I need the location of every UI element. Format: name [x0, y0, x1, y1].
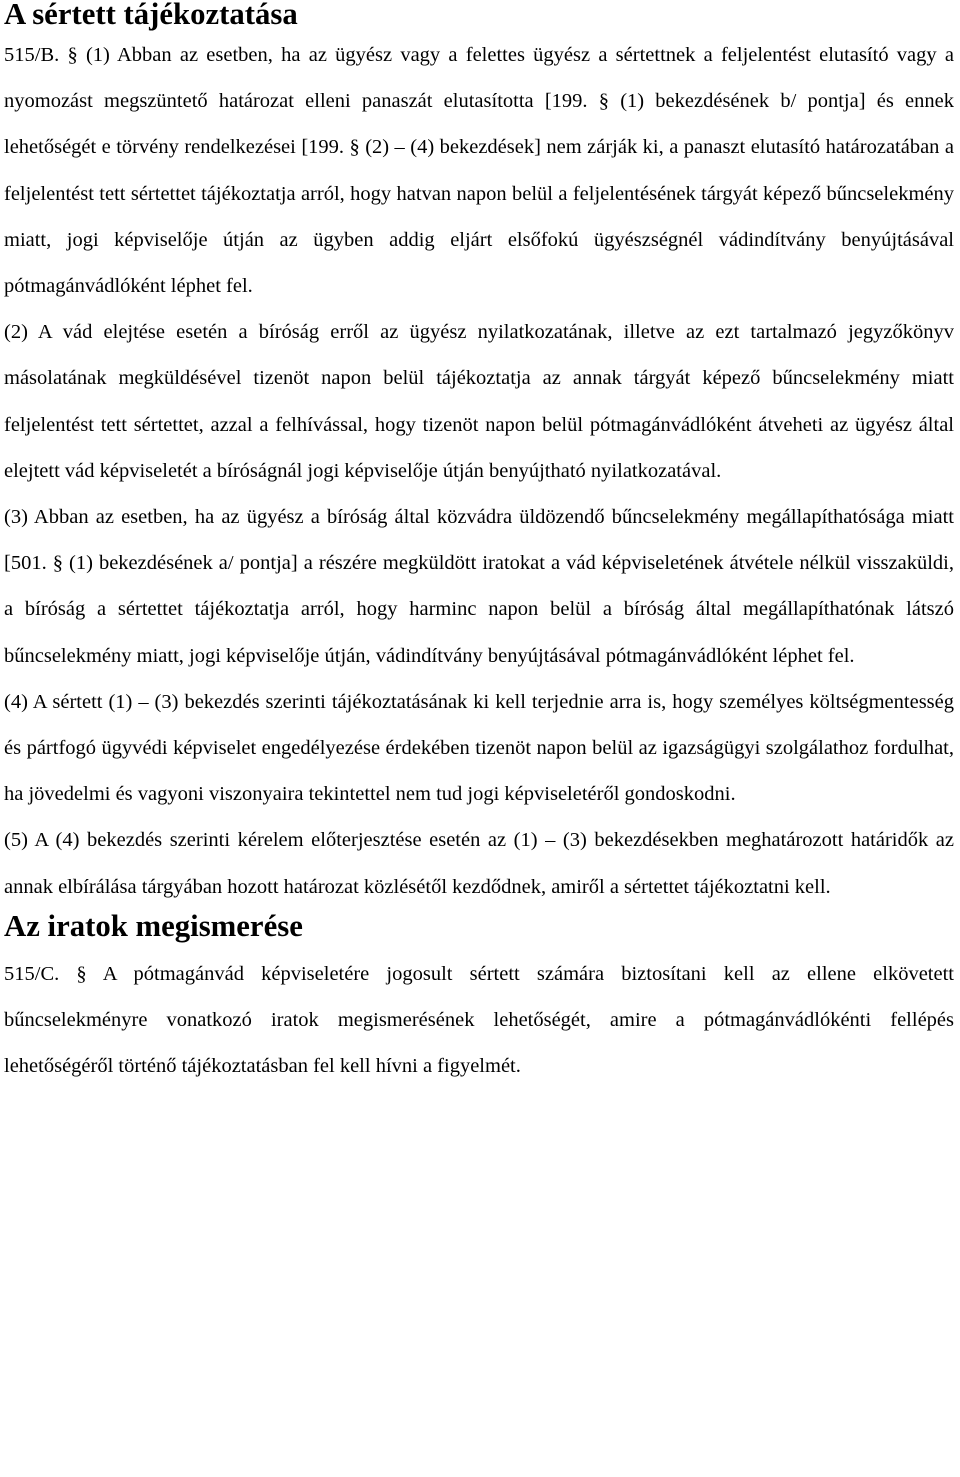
paragraph-515c: 515/C. § A pótmagánvád képviseletére jogosult sértett számára biztosítani kell az ellene elkövetett bűncselekményre vonatkozó iratok megismerésének lehetőségét, amire a pótmagánvádlókénti fellépés lehetőségéről történő tájékoztatásban fel kell hívni a figyelmét. [4, 962, 954, 1078]
section-heading-victim-notification: A sértett tájékoztatása [4, 0, 298, 31]
paragraph-515b-3: (3) Abban az esetben, ha az ügyész a bíróság által közvádra üldözendő bűncselekmény megállapíthatósága miatt [501. § (1) bekezdésének a/ pontja] a részére megküldött iratokat a vád képviseletének átvétele nélkül visszaküldi, a bíróság a sértettet tájékoztatja arról, hogy harminc napon belül a bíróság által megállapíthatónak látszó bűncselekmény miatt, jogi képviselője útján, vádindítvány benyújtásával pótmagánvádlóként léphet fel. [4, 506, 954, 667]
section-heading-document-access: Az iratok megismerése [4, 908, 303, 943]
paragraph-515b-4: (4) A sértett (1) – (3) bekezdés szerinti tájékoztatásának ki kell terjednie arra is, hogy személyes költségmentesség és pártfogó ügyvédi képviselet engedélyezése érdekében tizenöt napon belül az igazságügyi szolgálathoz fordulhat, ha jövedelmi és vagyoni viszonyaira tekintettel nem tud jogi képviseletéről gondoskodni. [4, 690, 954, 806]
paragraph-515b-5: (5) A (4) bekezdés szerinti kérelem előterjesztése esetén az (1) – (3) bekezdésekben meghatározott határidők az annak elbírálása tárgyában hozott határozat közlésétől kezdődnek, amiről a sértettet tájékoztatni kell. [4, 829, 954, 898]
paragraph-515b-1: 515/B. § (1) Abban az esetben, ha az ügyész vagy a felettes ügyész a sértettnek a feljelentést elutasító vagy a nyomozást megszüntető határozat elleni panaszát elutasította [199. § (1) bekezdésének b/ pontja] és ennek lehetőségét e törvény rendelkezései [199. § (2) – (4) bekezdések] nem zárják ki, a panaszt elutasító határozatában a feljelentést tett sértettet tájékoztatja arról, hogy hatvan napon belül a feljelentésének tárgyát képező bűncselekmény miatt, jogi képviselője útján az ügyben addig eljárt elsőfokú ügyészségnél vádindítvány benyújtásával pótmagánvádlóként léphet fel. [4, 44, 954, 298]
paragraph-515b-2: (2) A vád elejtése esetén a bíróság erről az ügyész nyilatkozatának, illetve az ezt tartalmazó jegyzőkönyv másolatának megküldésével tizenöt napon belül tájékoztatja az annak tárgyát képező bűncselekmény miatt feljelentést tett sértettet, azzal a felhívással, hogy tizenöt napon belül pótmagánvádlóként átveheti az ügyész által elejtett vád képviseletét a bíróságnál jogi képviselője útján benyújtható nyilatkozatával. [4, 321, 954, 482]
document-page [4, 0, 954, 1089]
